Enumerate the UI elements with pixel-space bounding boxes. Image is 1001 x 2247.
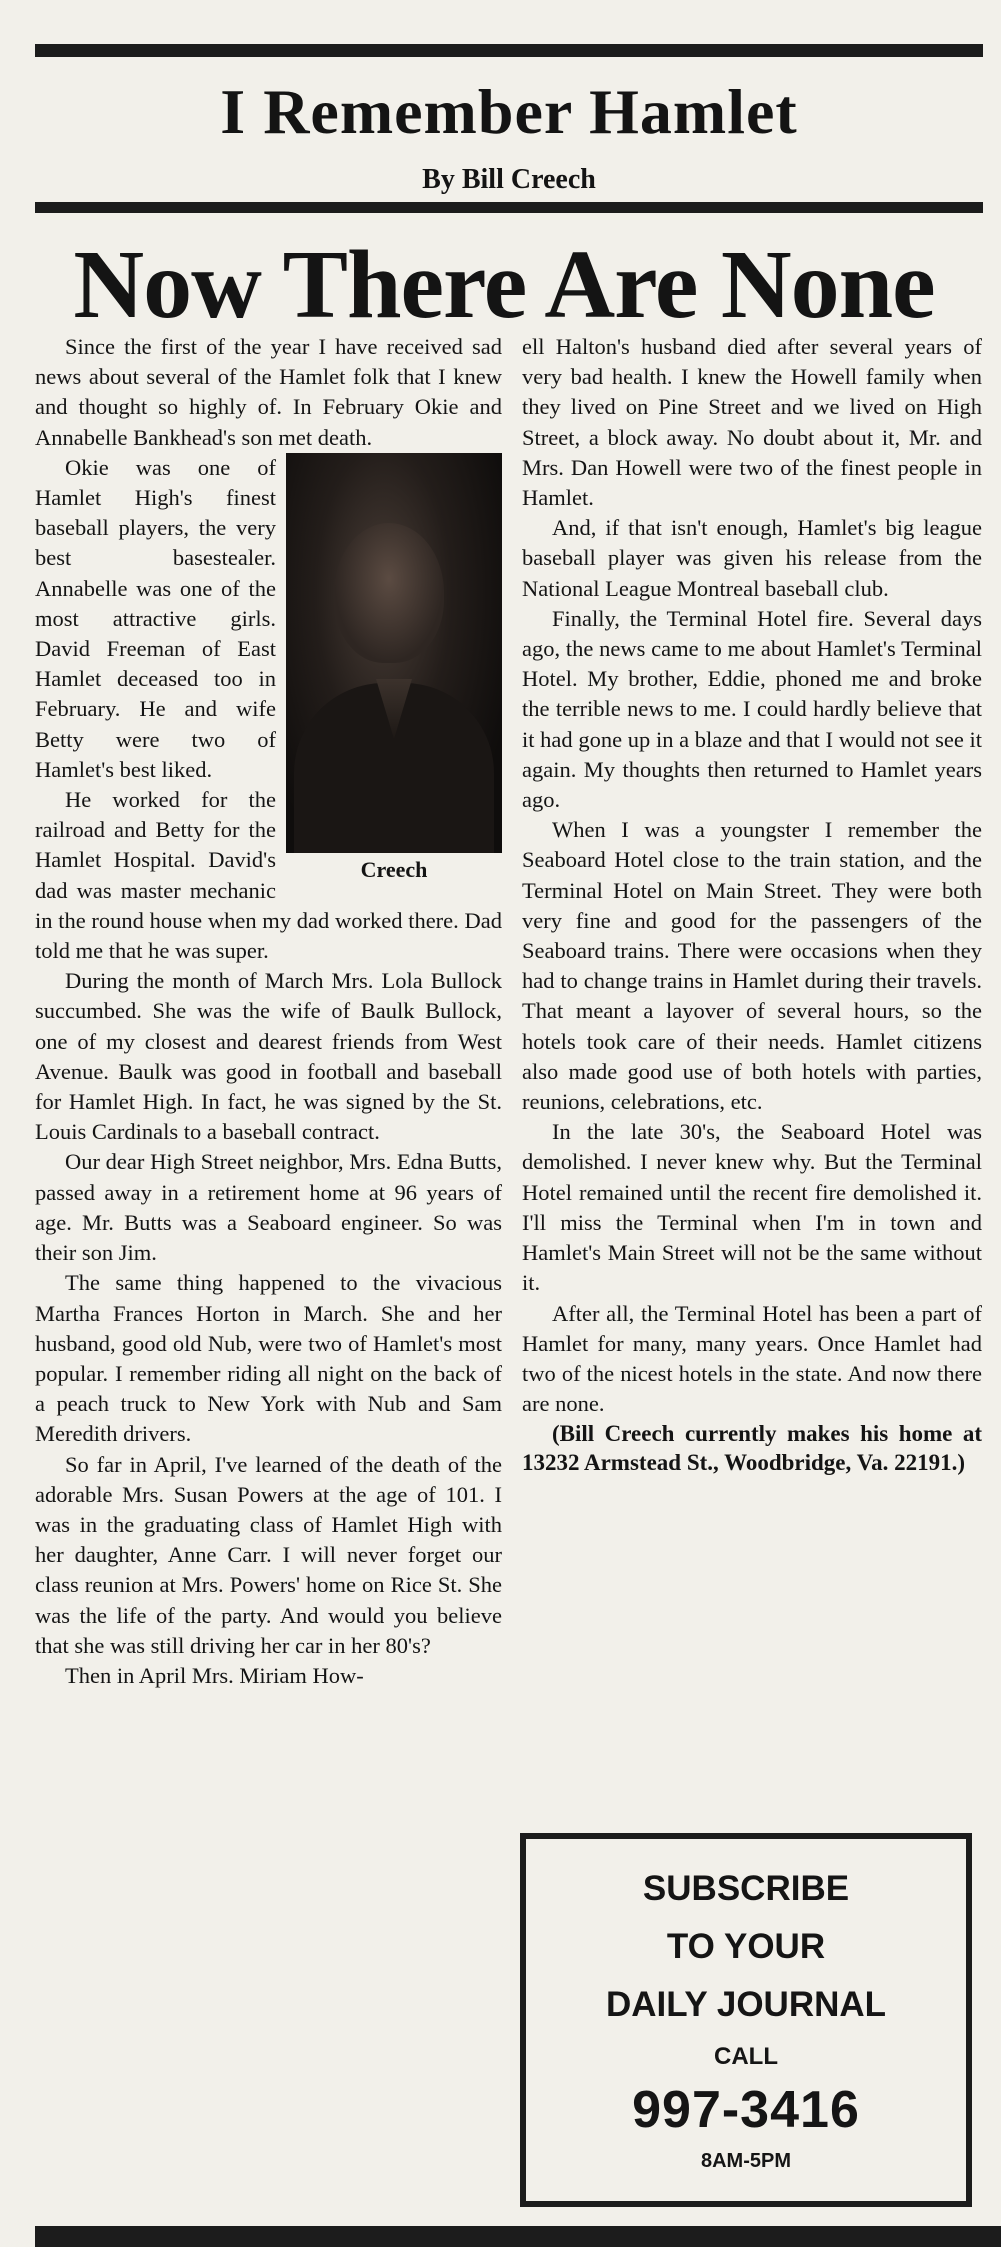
column-title: I Remember Hamlet <box>220 76 798 147</box>
paragraph: ell Halton's husband died after several years of very bad health. I knew the Howell family when they lived on Pine Street and we lived on High Street, a block away. No doubt about it, Mr. and Mrs. Dan Howell were two of the finest people in Hamlet. <box>522 334 982 511</box>
paragraph: During the month of March Mrs. Lola Bullock succumbed. She was the wife of Baulk Bullock, one of my closest and dearest friends from West Avenue. Baulk was good in football and baseball for Hamlet High. In fact, he was signed by the St. Louis Cardinals to a baseball contract. <box>35 968 502 1145</box>
photo-caption: Creech <box>360 856 428 882</box>
author-photo-block <box>286 453 502 886</box>
paragraph: He worked for the railroad and Betty for the Hamlet Hospital. David's dad was master mechanic in the round house when my dad worked there. Dad told me that he was super. <box>35 787 502 964</box>
article-left-column <box>35 332 502 1691</box>
middle-rule <box>35 202 983 213</box>
paragraph: When I was a youngster I remember the Seaboard Hotel close to the train station, and the Terminal Hotel on Main Street. They were both very fine and good for the passengers of the Seaboard trains. There were occasions when they had to change trains in Hamlet during their travels. That meant a layover of several hours, so the hotels took care of their needs. Hamlet citizens also made good use of both hotels with parties, reunions, celebrations, etc. <box>522 817 982 1115</box>
author-photo <box>286 453 502 853</box>
ad-phone-number: 997-3416 <box>632 2081 860 2139</box>
ad-line-daily-journal: DAILY JOURNAL <box>605 1985 887 2024</box>
ad-hours: 8AM-5PM <box>700 2150 791 2172</box>
paragraph: Then in April Mrs. Miriam How- <box>65 1662 364 1688</box>
ad-line-subscribe: SUBSCRIBE <box>642 1869 850 1908</box>
paragraph: So far in April, I've learned of the death of the adorable Mrs. Susan Powers at the age of 101. I was in the graduating class of Hamlet High with her daughter, Anne Carr. I will never forget our class reunion at Mrs. Powers' home on Rice St. She was the life of the party. And would you believe that she was still driving her car in her 80's? <box>35 1451 502 1658</box>
paragraph: Okie was one of Hamlet High's finest baseball players, the very best basestealer. Annabelle was one of the most attractive girls. David Freeman of East Hamlet deceased too in February. He and wife Betty were two of Hamlet's best liked. <box>35 454 276 782</box>
paragraph: Finally, the Terminal Hotel fire. Several days ago, the news came to me about Hamlet's Terminal Hotel. My brother, Eddie, phoned me and broke the terrible news to me. I could hardly believe that it had gone up in a blaze and that I would not see it again. My thoughts then returned to Hamlet years ago. <box>522 605 982 813</box>
ad-line-call: CALL <box>714 2043 778 2070</box>
top-rule <box>35 44 983 57</box>
author-note: (Bill Creech currently makes his home at 13232 Armstead St., Woodbridge, Va. 22191.) <box>522 1421 982 1476</box>
ad-line-to-your: TO YOUR <box>666 1927 826 1966</box>
article-right-column <box>522 332 982 1477</box>
byline: By Bill Creech <box>422 164 596 195</box>
bottom-rule <box>35 2226 1001 2247</box>
paragraph: And, if that isn't enough, Hamlet's big league baseball player was given his release from the National League Montreal baseball club. <box>522 515 982 601</box>
headline: Now There Are None <box>73 231 935 339</box>
paragraph: Since the first of the year I have received sad news about several of the Hamlet folk that I knew and thought so highly of. In February Okie and Annabelle Bankhead's son met death. <box>35 334 502 450</box>
paragraph: Our dear High Street neighbor, Mrs. Edna Butts, passed away in a retirement home at 96 years of age. Mr. Butts was a Seaboard engineer. So was their son Jim. <box>35 1149 502 1266</box>
subscription-ad <box>520 1833 972 2207</box>
paragraph: After all, the Terminal Hotel has been a part of Hamlet for many, many years. Once Hamlet had two of the nicest hotels in the state. And now there are none. <box>522 1300 982 1417</box>
paragraph: The same thing happened to the vivacious Martha Frances Horton in March. She and her husband, good old Nub, were two of Hamlet's most popular. I remember riding all night on the back of a peach truck to New York with Nub and Sam Meredith drivers. <box>35 1270 502 1447</box>
paragraph: In the late 30's, the Seaboard Hotel was demolished. I never knew why. But the Terminal Hotel remained until the recent fire demolished it. I'll miss the Terminal when I'm in town and Hamlet's Main Street will not be the same without it. <box>522 1119 982 1296</box>
